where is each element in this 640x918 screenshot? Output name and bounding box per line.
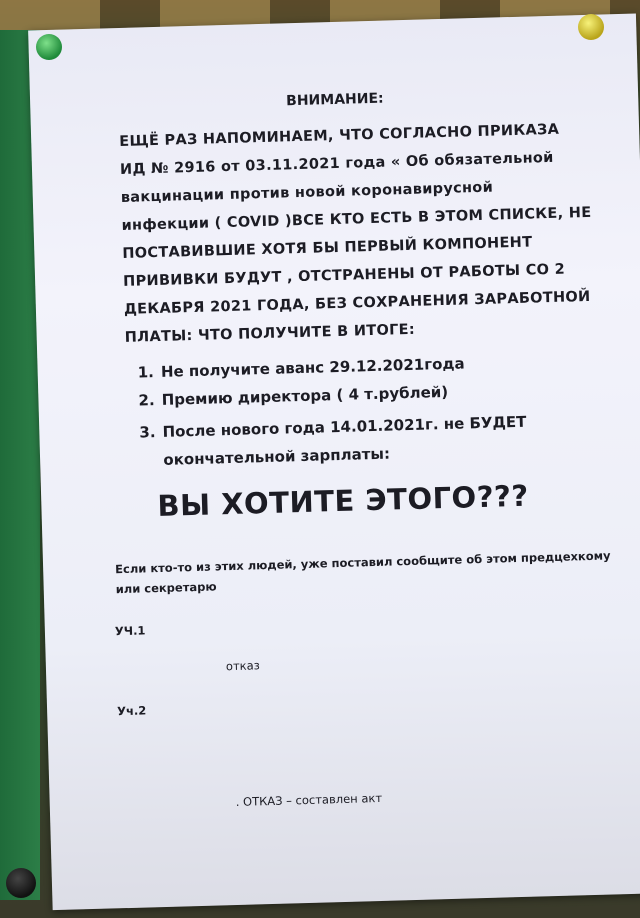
footer-note: . ОТКАЗ – составлен акт <box>235 790 383 809</box>
paragraph-line: ПЛАТЫ: ЧТО ПОЛУЧИТЕ В ИТОГЕ: <box>124 321 416 346</box>
paragraph-line: вакцинации против новой коронавирусной <box>120 179 494 206</box>
paragraph-line: ДЕКАБРЯ 2021 ГОДА, БЕЗ СОХРАНЕНИЯ ЗАРАБОТНОЙ <box>123 288 591 318</box>
list-item <box>140 445 390 470</box>
small-note-line: или секретарю <box>115 579 217 597</box>
pushpin-icon <box>6 868 36 898</box>
pushpin-icon <box>36 34 62 60</box>
paragraph-line: ЕЩЁ РАЗ НАПОМИНАЕМ, ЧТО СОГЛАСНО ПРИКАЗА <box>119 121 560 150</box>
list-item <box>138 383 448 410</box>
paragraph-line: ПРИВИВКИ БУДУТ , ОТСТРАНЕНЫ ОТ РАБОТЫ СО 2 <box>122 261 566 290</box>
list-number: 1. <box>137 363 155 382</box>
paragraph-line: инфекции ( COVID )ВСЕ КТО ЕСТЬ В ЭТОМ СПИСКЕ, НЕ <box>121 204 592 234</box>
pushpin-icon <box>578 14 604 40</box>
refusal-word: отказ <box>225 658 260 674</box>
section-2-label: Уч.2 <box>116 703 147 719</box>
list-text: Премию директора ( 4 т.рублей) <box>161 382 449 409</box>
list-item <box>139 413 526 442</box>
notice-heading: ВНИМАНИЕ: <box>285 90 384 110</box>
list-number: 3. <box>139 423 156 442</box>
list-item <box>137 354 464 381</box>
list-text: Не получите аванс 29.12.2021года <box>160 354 465 381</box>
small-note-line: Если кто-то из этих людей, уже поставил сообщите об этом предцехкому <box>115 548 611 577</box>
paragraph-line: ИД № 2916 от 03.11.2021 года « Об обязательной <box>119 149 554 178</box>
big-question: ВЫ ХОТИТЕ ЭТОГО??? <box>156 478 530 524</box>
list-text: После нового года 14.01.2021г. не БУДЕТ <box>162 412 527 441</box>
list-text: окончательной зарплаты: <box>163 444 391 469</box>
section-1-label: УЧ.1 <box>114 623 146 639</box>
notice-paper <box>28 14 640 911</box>
list-number <box>140 465 158 466</box>
list-number: 2. <box>138 391 155 410</box>
paragraph-line: ПОСТАВИВШИЕ ХОТЯ БЫ ПЕРВЫЙ КОМПОНЕНТ <box>122 234 533 262</box>
